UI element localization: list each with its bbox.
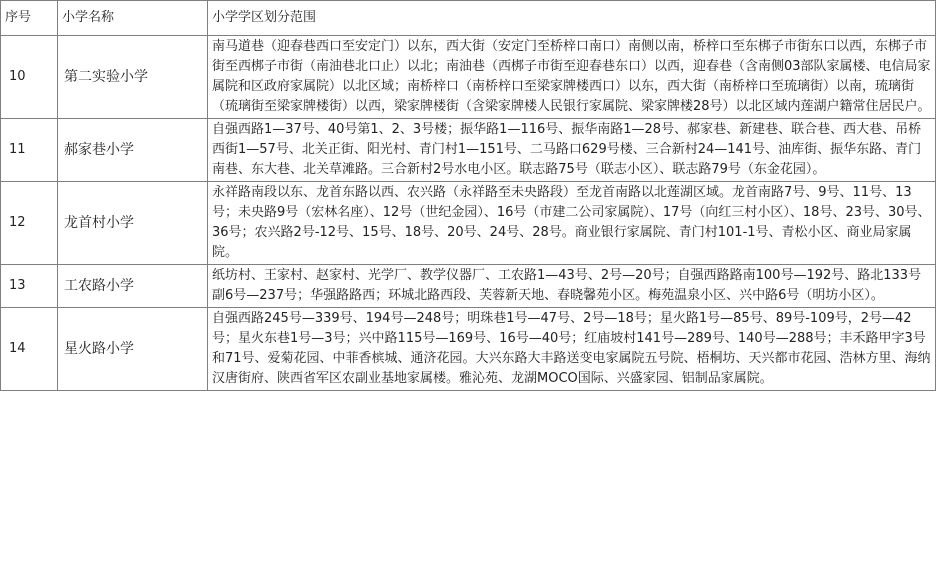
table-header-row [1, 1, 936, 36]
district-range: 自强西路245号—339号、194号—248号；明珠巷1号—47号、2号—18号；星火路1号—85号、89号-109号，2号—42号；星火东巷1号—3号；兴中路115号—169号、16号—40号；红庙坡村141号—289号、140号—288号；丰禾路甲字3号和71号、爱菊花园、中菲香槟城、通济花园。大兴东路大丰路送变电家属院五号院、梧桐坊、天兴都市花园、浩林方里、海纳汉唐街府、陕西省军区农副业基地家属楼。雅沁苑、龙湖MOCO国际、兴盛家园、铝制品家属院。 [208, 308, 936, 391]
table-row [1, 36, 936, 119]
row-number: 14 [1, 308, 58, 391]
school-name: 郝家巷小学 [58, 119, 208, 182]
row-number: 11 [1, 119, 58, 182]
table-row [1, 308, 936, 391]
district-range: 纸坊村、王家村、赵家村、光学厂、教学仪器厂、工农路1—43号、2号—20号；自强西路路南100号—192号、路北133号副6号—237号；华强路路西；环城北路西段、芙蓉新天地、春晓馨苑小区。梅苑温泉小区、兴中路6号（明坊小区）。 [208, 265, 936, 308]
row-number: 12 [1, 182, 58, 265]
header-school-name: 小学名称 [58, 1, 208, 36]
row-number: 10 [1, 36, 58, 119]
header-district-range: 小学学区划分范围 [208, 1, 936, 36]
district-range: 南马道巷（迎春巷西口至安定门）以东，西大街（安定门至桥梓口南口）南侧以南，桥梓口至东梆子市街东口以西，东梆子市街至西梆子市街（南油巷北口止）以北；南油巷（西梆子市街至迎春巷东口）以西，迎春巷（含南侧03部队家属楼、电信局家属院和区政府家属院）以北区域；南桥梓口（南桥梓口至梁家牌楼西口）以东，西大街（南桥梓口至琉璃街）以南，琉璃街（琉璃街至梁家牌楼街）以西，梁家牌楼街（含梁家牌楼人民银行家属院、梁家牌楼28号）以北区域内莲湖户籍常住居民户。 [208, 36, 936, 119]
table-row [1, 119, 936, 182]
district-range: 永祥路南段以东、龙首东路以西、农兴路（永祥路至未央路段）至龙首南路以北莲湖区域。龙首南路7号、9号、11号、13号；未央路9号（宏林名座）、12号（世纪金园）、16号（市建二公司家属院）、17号（向红三村小区）、18号、23号、30号、36号；农兴路2号-12号、15号、18号、20号、24号、28号。商业银行家属院、青门村101-1号、青松小区、商业局家属院。 [208, 182, 936, 265]
header-number: 序号 [1, 1, 58, 36]
school-name: 第二实验小学 [58, 36, 208, 119]
school-name: 星火路小学 [58, 308, 208, 391]
table-row [1, 265, 936, 308]
row-number: 13 [1, 265, 58, 308]
district-range: 自强西路1—37号、40号第1、2、3号楼；振华路1—116号、振华南路1—28号、郝家巷、新建巷、联合巷、西大巷、吊桥西街1—57号、北关正街、阳光村、青门村1—151号、二马路口629号楼、三合新村24—141号、油库街、振华东路、青门南巷、东大巷、北关草滩路。三合新村2号水电小区。联志路75号（联志小区）、联志路79号（东金花园）。 [208, 119, 936, 182]
school-name: 龙首村小学 [58, 182, 208, 265]
school-name: 工农路小学 [58, 265, 208, 308]
table-row [1, 182, 936, 265]
